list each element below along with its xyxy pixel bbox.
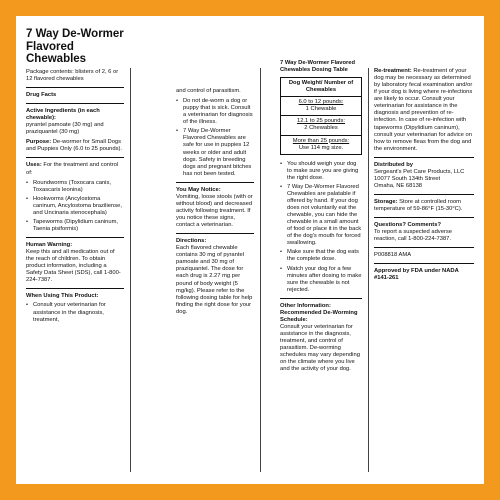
dosing-table <box>280 77 362 155</box>
dosing-item-watch: • Watch your dog for a few minutes after dosing to make sure the chewable is not rejected. <box>280 266 362 294</box>
questions-heading: Questions? Comments? <box>374 222 441 229</box>
package-contents: Package contents: blisters of 2, 6 or 12 flavored chewables <box>26 68 119 82</box>
retreatment-heading: Re-treatment: <box>374 68 412 74</box>
human-warning-text: Keep this and all medication out of the reach of children. To obtain product information, including a Safety Data Sheet (SDS), call 1-800-224-7387. <box>26 249 121 284</box>
label-page <box>16 16 484 484</box>
directions-heading: Directions: <box>176 238 207 245</box>
purpose-heading: Purpose: <box>26 139 52 146</box>
dosing-table-row: More than 25 pounds: Use 114 mg size. <box>292 137 350 151</box>
storage-text: Store at controlled room temperature of 59-86°F (15-30°C). <box>374 199 463 213</box>
uses-item-tapeworms: • Tapeworms (Dipylidium caninum, Taenia pisiformis) <box>26 219 124 233</box>
divider <box>374 263 474 264</box>
divider <box>374 247 474 248</box>
divider <box>374 217 474 218</box>
dosing-item-complete-dose: • Make sure that the dog eats the complete dose. <box>280 249 362 263</box>
other-information-heading: Other Information: Recommended De-Worming Schedule: <box>280 302 358 323</box>
uses-heading: Uses: <box>26 162 42 169</box>
dosing-item-palatable: • 7 Way De-Wormer Flavored Chewables are palatable if offered by hand. If your dog does not voluntarily eat the chewable, you can hide the chewable in a small amount of food or place it in the back of the dog's mouth for forced swallowing. <box>280 184 362 248</box>
continued-text: and control of parasitism. <box>176 88 241 94</box>
divider <box>280 298 362 299</box>
other-information-text: Consult your veterinarian for assistance in the diagnosis, treatment, and control of parasitism. De-worming schedules may vary depending on the climate where you live and the activity of your dog. <box>280 323 360 373</box>
when-using-item-sick: • Do not de-worm a dog or puppy that is sick. Consult a veterinarian for diagnosis of the illness. <box>176 98 254 126</box>
when-using-heading: When Using This Product: <box>26 293 99 300</box>
column-2 <box>176 88 254 319</box>
dosing-table-row: 6.0 to 12 pounds: 1 Chewable <box>281 97 361 116</box>
dosing-table-header: Dog Weight/ Number of Chewables <box>281 78 361 97</box>
dosing-table-row: 12.1 to 25 pounds: 2 Chewables <box>281 116 361 135</box>
purpose-text: De-wormer for Small Dogs and Puppies Only (6.0 to 25 pounds). <box>26 139 123 153</box>
divider <box>26 103 124 104</box>
product-title: 7 Way De-Wormer Flavored Chewables <box>26 28 124 66</box>
divider <box>374 157 474 158</box>
distributor-line: Omaha, NE 68138 <box>374 182 423 189</box>
retreatment-text: Re-treatment of your dog may be necessary as determined by laboratory fecal examination and/or if your dog is living where re-infections are likely to occur. Consult your veterinarian for assistance in the diagnosis and prevention of re-infection. In case of re-infection with tapeworms (Dipylidium caninum), consult your veterinarian for advice on how to remove fleas from the dog and the environment. <box>374 68 473 152</box>
when-using-item-safety: • 7 Way De-Wormer Flavored Chewables are safe for use in puppies 12 weeks or older and adult dogs. Safety in breeding dogs and pregnant bitches has not been tested. <box>176 128 254 177</box>
distributor-line: 10077 South 134th Street <box>374 175 441 182</box>
column-rule <box>130 68 131 472</box>
human-warning-heading: Human Warning: <box>26 242 73 249</box>
questions-text: To report a suspected adverse reaction, call 1-800-224-7387. <box>374 229 452 243</box>
you-may-notice-text: Vomiting, loose stools (with or without blood) and decreased activity following treatment. If you notice these signs, contact a veterinarian. <box>176 193 253 229</box>
directions-text: Each flavored chewable contains 30 mg of pyrantel pamoate and 30 mg of praziquantel. The dose for each drug is 2.27 mg per pound of body weight (5 mg/kg). Please refer to the following dosing table for help finding the right dose for your dog. <box>176 245 253 315</box>
active-ingredients-heading: Active Ingredients (in each chewable): <box>26 108 100 122</box>
active-ingredients-text: pyrantel pamoate (30 mg) and praziquantel (30 mg) <box>26 122 104 136</box>
divider <box>26 157 124 158</box>
divider <box>26 237 124 238</box>
uses-item-roundworms: • Roundworms (Toxocara canis, Toxascaris leonina) <box>26 180 124 194</box>
divider <box>374 194 474 195</box>
product-code: P008818 AMA <box>374 252 412 259</box>
column-rule <box>260 68 261 472</box>
column-1 <box>26 28 124 326</box>
fda-approval: Approved by FDA under NADA #141-261 <box>374 268 459 282</box>
drug-facts-heading: Drug Facts <box>26 92 57 99</box>
distributed-by-heading: Distributed by <box>374 161 413 168</box>
uses-text: For the treatment and control of: <box>26 162 119 176</box>
storage-heading: Storage: <box>374 199 398 205</box>
dosing-table-title: 7 Way De-Wormer Flavored Chewables Dosing Table <box>280 60 356 74</box>
distributor-line: Sergeant's Pet Care Products, LLC <box>374 168 465 175</box>
you-may-notice-heading: You May Notice: <box>176 186 221 193</box>
column-4 <box>374 68 474 283</box>
divider <box>176 182 254 183</box>
divider <box>176 233 254 234</box>
uses-item-hookworms: • Hookworms (Ancylostoma caninum, Ancylostoma braziliense, and Uncinaria stenocephala) <box>26 196 124 217</box>
divider <box>26 87 124 88</box>
divider <box>26 288 124 289</box>
column-3 <box>280 60 362 376</box>
column-rule <box>368 68 369 472</box>
when-using-item: • Consult your veterinarian for assistance in the diagnosis, treatment, <box>26 302 124 323</box>
dosing-item-weigh: • You should weigh your dog to make sure you are giving the right dose. <box>280 161 362 182</box>
